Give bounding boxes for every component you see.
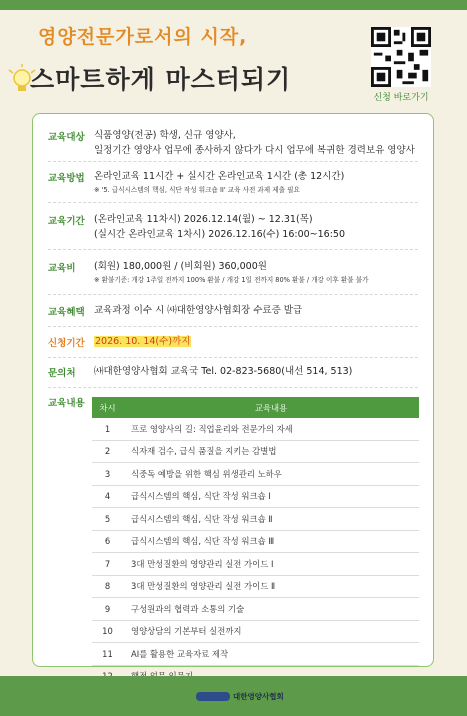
session-title: 급식시스템의 핵심, 식단 작성 워크숍 Ⅰ: [123, 485, 419, 508]
session-title: 구성원과의 협력과 소통의 기술: [123, 598, 419, 621]
table-row: [92, 508, 419, 531]
target-label: 교육대상: [48, 132, 85, 143]
contact-value: ㈔대한영양사협회 교육국 Tel. 02-823-5680(내선 514, 513): [94, 366, 353, 377]
table-row: [92, 598, 419, 621]
divider: [48, 387, 418, 388]
session-title: 3대 만성질환의 영양관리 실전 가이드 Ⅱ: [123, 575, 419, 598]
method-note: ※ '5. 급식시스템의 핵심, 식단 작성 워크숍 II' 교육 사전 과제 제출 필요: [94, 186, 300, 194]
fee-value: (회원) 180,000원 / (비회원) 360,000원: [94, 261, 267, 272]
contact-label: 문의처: [48, 368, 76, 379]
session-title: 급식시스템의 핵심, 식단 작성 워크숍 Ⅱ: [123, 508, 419, 531]
header-session: 차시: [92, 397, 123, 418]
logo-mark-icon: [196, 692, 230, 701]
table-header-row: [92, 397, 419, 418]
session-number: 6: [92, 530, 123, 553]
session-title: 식중독 예방을 위한 핵심 위생관리 노하우: [123, 463, 419, 486]
session-number: 5: [92, 508, 123, 531]
session-number: 2: [92, 440, 123, 463]
table-row: [92, 575, 419, 598]
divider: [48, 249, 418, 250]
method-value: 온라인교육 11시간 + 실시간 온라인교육 1시간 (총 12시간): [94, 171, 345, 182]
qr-code-icon[interactable]: [371, 27, 431, 87]
session-number: 3: [92, 463, 123, 486]
top-bar: [0, 0, 467, 10]
session-number: 1: [92, 418, 123, 440]
period-label: 교육기간: [48, 216, 85, 227]
page-title: 스마트하게 마스터되기: [30, 65, 292, 94]
session-title: 급식시스템의 핵심, 식단 작성 워크숍 Ⅲ: [123, 530, 419, 553]
divider: [48, 202, 418, 203]
header-content: 교육내용: [123, 397, 419, 418]
session-number: 4: [92, 485, 123, 508]
session-title: 프로 영양사의 길: 직업윤리와 전문가의 자세: [123, 418, 419, 440]
apply-period-label: 신청기간: [48, 338, 85, 349]
session-number: 7: [92, 553, 123, 576]
logo-text: 대한영양사협회: [233, 691, 284, 701]
target-line2: 일정기간 영양사 업무에 종사하지 않다가 다시 업무에 복귀한 경력보유 영양사: [94, 145, 415, 156]
benefit-value: 교육과정 이수 시 ㈔대한영양사협회장 수료증 발급: [94, 305, 303, 316]
info-card: [32, 113, 434, 667]
fee-note: ※ 환불기준: 개강 1주일 전까지 100% 환불 / 개강 1일 전까지 80% 환불 / 개강 이후 환불 불가: [94, 276, 369, 284]
benefit-label: 교육혜택: [48, 307, 85, 318]
table-row: [92, 440, 419, 463]
divider: [48, 326, 418, 327]
table-row: [92, 620, 419, 643]
session-title: 식자재 검수, 급식 품질을 지키는 감별법: [123, 440, 419, 463]
table-row: [92, 485, 419, 508]
table-row: [92, 530, 419, 553]
session-number: 11: [92, 643, 123, 666]
divider: [48, 357, 418, 358]
target-line1: 식품영양(전공) 학생, 신규 영양사,: [94, 130, 236, 141]
session-title: 영양상담의 기본부터 실전까지: [123, 620, 419, 643]
fee-label: 교육비: [48, 263, 76, 274]
table-row: [92, 553, 419, 576]
divider: [48, 294, 418, 295]
page-subtitle: 영양전문가로서의 시작,: [38, 26, 248, 48]
apply-period-value: 2026. 10. 14(수)까지: [95, 336, 191, 347]
session-number: 8: [92, 575, 123, 598]
method-label: 교육방법: [48, 173, 85, 184]
period-line2: (실시간 온라인교육 1차시) 2026.12.16(수) 16:00~16:50: [94, 229, 346, 240]
table-row: [92, 463, 419, 486]
period-line1: (온라인교육 11차시) 2026.12.14(월) ~ 12.31(목): [94, 214, 313, 225]
apply-shortcut-link[interactable]: 신청 바로가기: [373, 93, 429, 103]
session-title: 3대 만성질환의 영양관리 실전 가이드 Ⅰ: [123, 553, 419, 576]
content-label: 교육내용: [48, 398, 85, 409]
session-title: AI를 활용한 교육자료 제작: [123, 643, 419, 666]
table-row: [92, 418, 419, 440]
session-number: 10: [92, 620, 123, 643]
session-number: 9: [92, 598, 123, 621]
table-row: [92, 643, 419, 666]
curriculum-table: [92, 397, 419, 688]
association-logo: [196, 687, 284, 705]
divider: [48, 161, 418, 162]
